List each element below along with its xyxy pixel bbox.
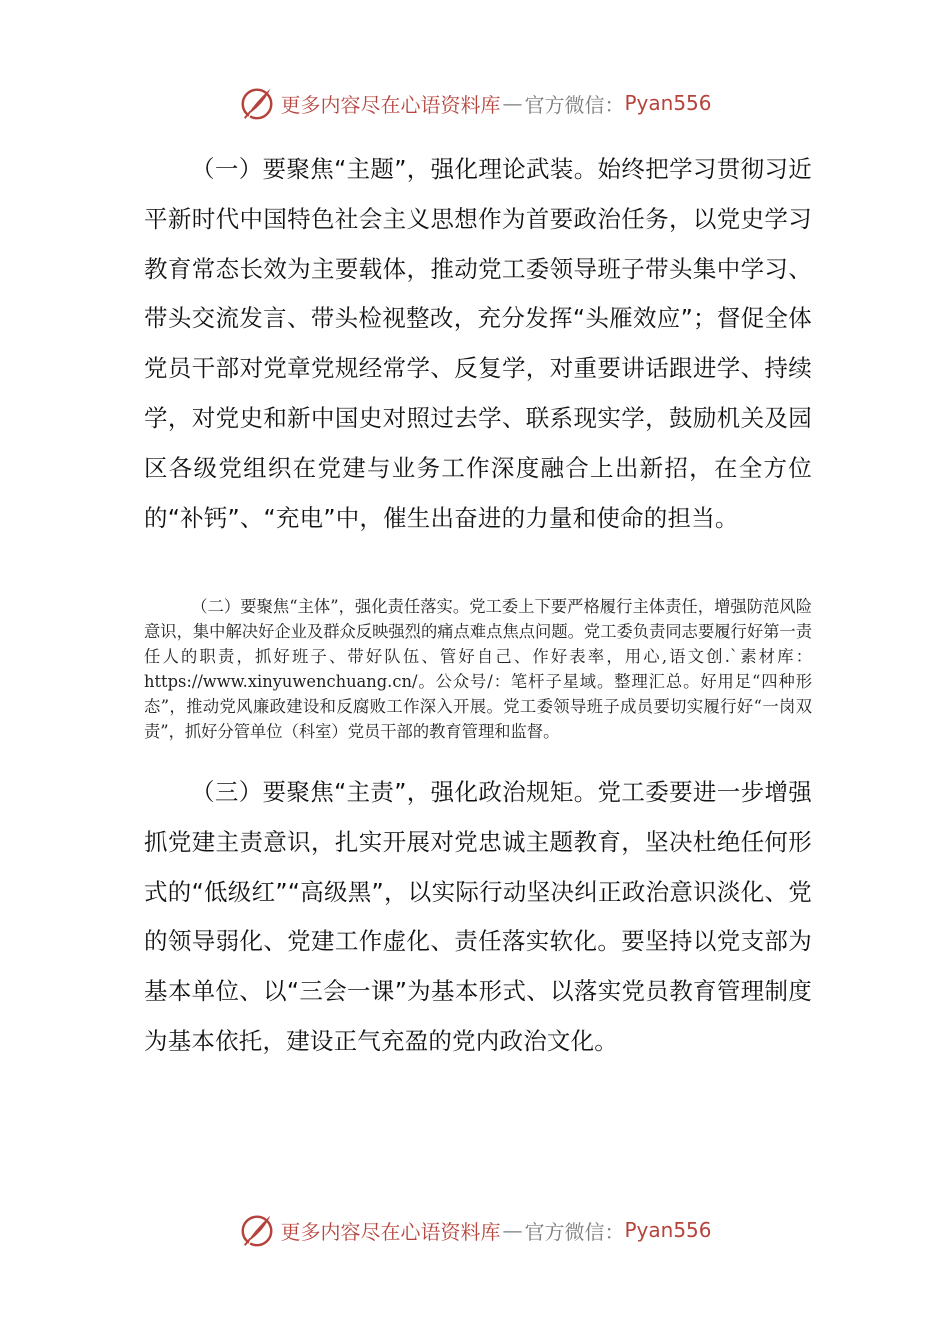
banner-wechat-label: 官方微信：: [524, 92, 625, 117]
banner-separator: —: [502, 1218, 523, 1242]
banner-wechat-label: 官方微信：: [524, 1219, 625, 1244]
banner-brand-text: 更多内容尽在心语资料库: [280, 1219, 501, 1244]
banner-separator: —: [502, 91, 523, 115]
paragraph-two: （二）要聚焦“主体”，强化责任落实。党工委上下要严格履行主体责任，增强防范风险意识，集中解决好企业及群众反映强烈的痛点难点焦点问题。党工委负责同志要履行好第一责任人的职责，抓好班子、带好队伍、管好自己、作好表率，用心,语文创.`素材库：https://www.xinyuwenchuang.cn/。公众号/：笔杆子星域。整理汇总。好用足“四种形态”，推动党风廉政建设和反腐败工作深入开展。党工委领导班子成员要切实履行好“一岗双责”，抓好分管单位（科室）党员干部的教育管理和监督。: [144, 597, 812, 741]
header-banner: [0, 83, 950, 123]
paragraph-one: （一）要聚焦“主题”，强化理论武装。始终把学习贯彻习近平新时代中国特色社会主义思想作为首要政治任务，以党史学习教育常态长效为主要载体，推动党工委领导班子带头集中学习、带头交流发言、带头检视整改，充分发挥“头雁效应”；督促全体党员干部对党章党规经常学、反复学，对重要讲话跟进学、持续学，对党史和新中国史对照过去学、联系现实学，鼓励机关及园区各级党组织在党建与业务工作深度融合上出新招，在全方位的“补钙”、“充电”中，催生出奋进的力量和使命的担当。: [144, 155, 812, 532]
banner-wechat-id: Pyan556: [624, 1218, 712, 1242]
quill-pen-logo-icon: [238, 84, 276, 122]
banner-brand-text: 更多内容尽在心语资料库: [280, 92, 501, 117]
paragraph-three: （三）要聚焦“主责”，强化政治规矩。党工委要进一步增强抓党建主责意识，扎实开展对党忠诚主题教育，坚决杜绝任何形式的“低级红”“高级黑”，以实际行动坚决纠正政治意识淡化、党的领导弱化、党建工作虚化、责任落实软化。要坚持以党支部为基本单位、以“三会一课”为基本形式、以落实党员教育管理制度为基本依托，建设正气充盈的党内政治文化。: [144, 778, 812, 1055]
footer-banner: [0, 1210, 950, 1250]
banner-wechat-id: Pyan556: [624, 91, 712, 115]
quill-pen-logo-icon: [238, 1211, 276, 1249]
